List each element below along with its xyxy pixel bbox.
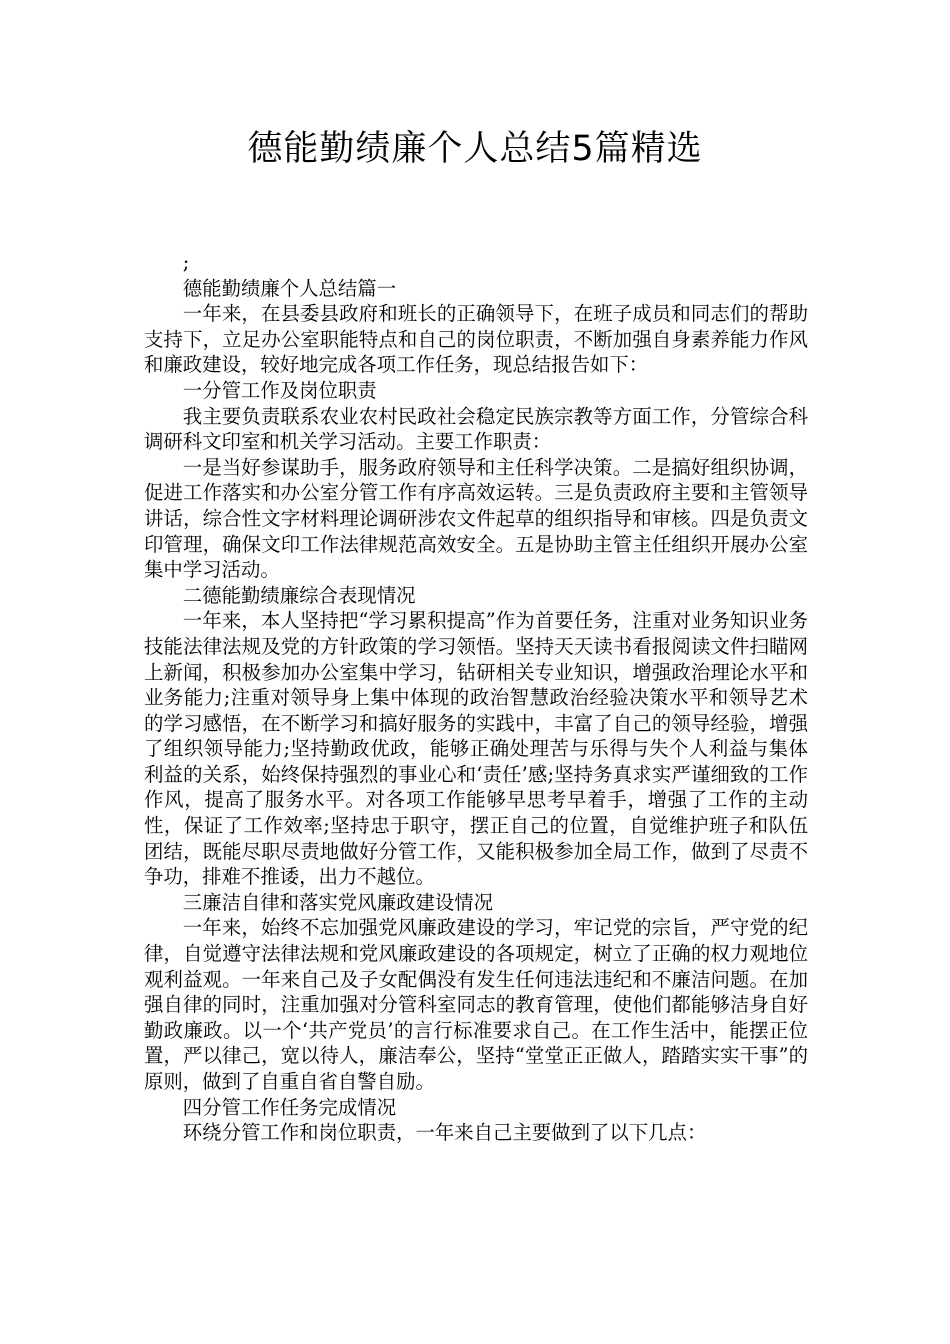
paragraph: 一是当好参谋助手，服务政府领导和主任科学决策。二是搞好组织协调，促进工作落实和办公室分管工作有序高效运转。三是负责政府主要和主管领导讲话，综合性文字材料理论调研涉农文件起草的组织指导和审核。四是负责文印管理，确保文印工作法律规范高效安全。五是协助主管主任组织开展办公室集中学习活动。 <box>144 455 808 582</box>
section-heading: 三廉洁自律和落实党风廉政建设情况 <box>182 890 494 914</box>
document-body <box>144 250 808 1146</box>
paragraph: 一年来，本人坚持把“学习累积提高”作为首要任务，注重对业务知识业务技能法律法规及党的方针政策的学习领悟。坚持天天读书看报阅读文件扫瞄网上新闻，积极参加办公室集中学习，钻研相关专业知识，增强政治理论水平和业务能力;注重对领导身上集中体现的政治智慧政治经验决策水平和领导艺术的学习感悟，在不断学习和搞好服务的实践中，丰富了自己的领导经验，增强了组织领导能力;坚持勤政优政，能够正确处理苦与乐得与失个人利益与集体利益的关系，始终保持强烈的事业心和‘责任’感;坚持务真求实严谨细致的工作作风，提高了服务水平。对各项工作能够早思考早着手，增强了工作的主动性，保证了工作效率;坚持忠于职守，摆正自己的位置，自觉维护班子和队伍团结，既能尽职尽责地做好分管工作，又能积极参加全局工作，做到了尽责不争功，排难不推诿，出力不越位。 <box>144 609 808 889</box>
paragraph: 一年来，始终不忘加强党风廉政建设的学习，牢记党的宗旨，严守党的纪律，自觉遵守法律法规和党风廉政建设的各项规定，树立了正确的权力观地位观利益观。一年来自己及子女配偶没有发生任何违法违纪和不廉洁问题。在加强自律的同时，注重加强对分管科室同志的教育管理，使他们都能够洁身自好勤政廉政。以一个‘共产党员’的言行标准要求自己。在工作生活中，能摆正位置，严以律己，宽以待人，廉洁奉公，坚持“堂堂正正做人，踏踏实实干事”的原则，做到了自重自省自警自励。 <box>144 916 808 1093</box>
section-heading: 一分管工作及岗位职责 <box>182 378 377 402</box>
paragraph: ; <box>182 251 190 274</box>
paragraph: 我主要负责联系农业农村民政社会稳定民族宗教等方面工作，分管综合科调研科文印室和机关学习活动。主要工作职责： <box>144 404 808 454</box>
document-title: 德能勤绩廉个人总结5篇精选 <box>247 129 703 169</box>
section-heading: 二德能勤绩廉综合表现情况 <box>182 583 416 607</box>
paragraph: 一年来，在县委县政府和班长的正确领导下，在班子成员和同志们的帮助支持下，立足办公室职能特点和自己的岗位职责，不断加强自身素养能力作风和廉政建设，较好地完成各项工作任务，现总结报告如下： <box>144 302 808 377</box>
section-heading: 四分管工作任务完成情况 <box>182 1095 397 1119</box>
section-heading: 德能勤绩廉个人总结篇一 <box>182 276 397 300</box>
paragraph: 环绕分管工作和岗位职责，一年来自己主要做到了以下几点： <box>182 1121 707 1145</box>
